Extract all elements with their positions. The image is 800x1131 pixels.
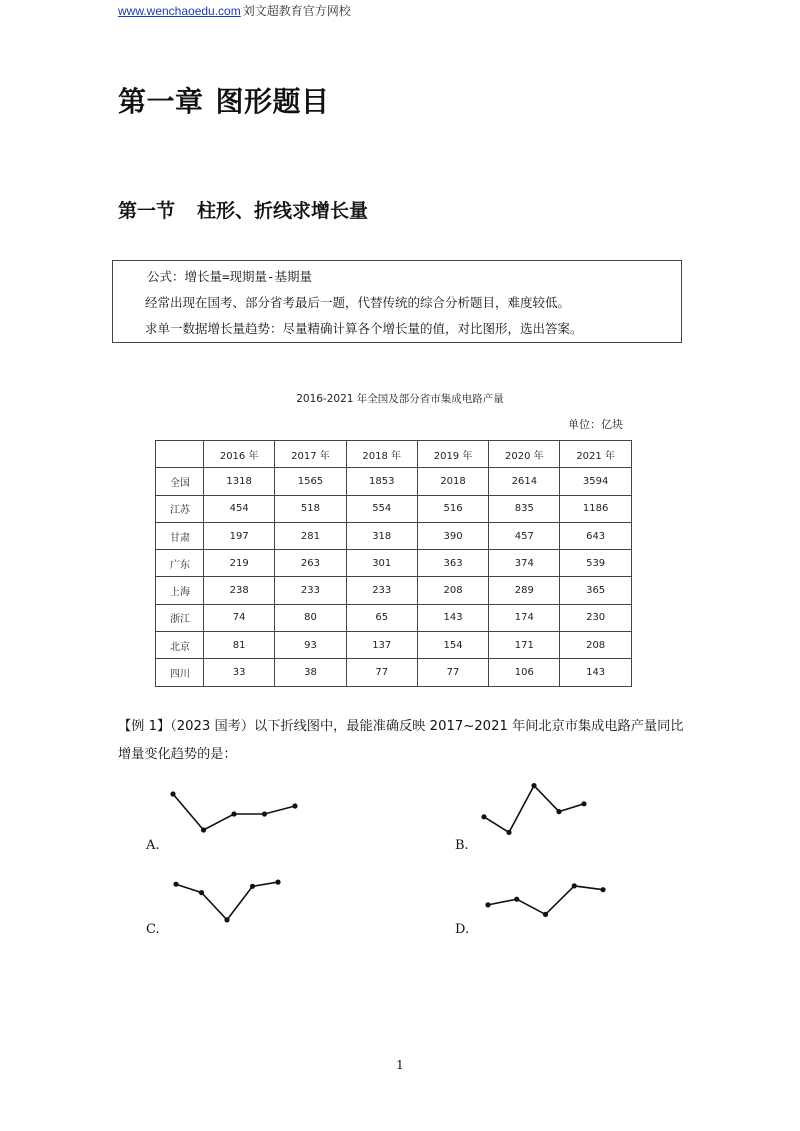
option-data-point [531,783,536,788]
option-data-point [543,912,548,917]
row-label: 四川 [156,659,204,686]
table-cell: 301 [346,550,417,577]
table-cell: 93 [275,632,346,659]
column-header: 2019 年 [417,441,488,468]
row-label: 甘肃 [156,522,204,549]
table-row [156,468,632,495]
table-cell: 208 [560,632,631,659]
table-cell: 518 [275,495,346,522]
table-cell: 143 [417,604,488,631]
option-data-point [173,882,178,887]
row-label: 广东 [156,550,204,577]
table-cell: 208 [417,577,488,604]
option-b-label[interactable]: B. [455,838,469,853]
table-cell: 3594 [560,468,631,495]
option-data-point [600,887,605,892]
option-d-line-chart[interactable] [485,881,606,925]
option-data-point [506,830,511,835]
table-cell: 1186 [560,495,631,522]
table-cell: 539 [560,550,631,577]
table-row [156,632,632,659]
option-data-point [199,890,204,895]
table-cell: 643 [560,522,631,549]
table-cell: 554 [346,495,417,522]
table-cell: 363 [417,550,488,577]
table-row [156,495,632,522]
production-table [155,440,632,687]
table-header-row [156,441,632,468]
table-title: 2016-2021 年全国及部分省市集成电路产量 [296,393,504,405]
column-header: 2016 年 [204,441,275,468]
option-data-point [581,801,586,806]
option-c-label[interactable]: C. [146,922,160,937]
table-cell: 81 [204,632,275,659]
table-cell: 74 [204,604,275,631]
table-cell: 263 [275,550,346,577]
option-data-point [275,880,280,885]
option-data-point [556,809,561,814]
table-cell: 154 [417,632,488,659]
table-cell: 233 [275,577,346,604]
option-data-point [170,791,175,796]
option-b-line-chart[interactable] [481,780,587,838]
formula-box [112,260,682,343]
option-a-line-chart[interactable] [170,789,298,835]
option-data-point [224,917,229,922]
table-cell: 143 [560,659,631,686]
table-cell: 38 [275,659,346,686]
example-question: 【例 1】（2023 国考）以下折线图中，最能准确反映 2017~2021 年间北京市集成电路产量同比增量变化趋势的是： [118,719,684,762]
website-link[interactable]: www.wenchaoedu.com [118,4,241,18]
column-header: 2018 年 [346,441,417,468]
option-data-point [250,884,255,889]
table-cell: 2018 [417,468,488,495]
table-cell: 174 [489,604,560,631]
table-unit: 单位：亿块 [568,418,623,431]
column-header: 2017 年 [275,441,346,468]
row-label: 全国 [156,468,204,495]
column-header: 2020 年 [489,441,560,468]
table-cell: 1853 [346,468,417,495]
page-header [118,2,351,19]
table-cell: 457 [489,522,560,549]
chapter-title: 图形题目 [215,85,330,118]
table-row [156,522,632,549]
row-label: 北京 [156,632,204,659]
option-trend-line [488,886,603,915]
option-a-label[interactable]: A. [146,838,160,853]
option-data-point [231,811,236,816]
formula-line: 公式：增长量=现期量-基期量 [147,269,313,284]
chapter-number: 第一章 [118,85,204,118]
chapter-heading [118,80,330,120]
table-cell: 230 [560,604,631,631]
table-cell: 171 [489,632,560,659]
table-row [156,604,632,631]
option-c-line-chart[interactable] [173,877,281,925]
table-cell: 374 [489,550,560,577]
table-cell: 516 [417,495,488,522]
table-cell: 1565 [275,468,346,495]
table-row [156,659,632,686]
option-d-label[interactable]: D. [455,922,470,937]
table-cell: 390 [417,522,488,549]
option-trend-line [176,882,278,920]
row-label: 浙江 [156,604,204,631]
table-cell: 197 [204,522,275,549]
table-cell: 33 [204,659,275,686]
table-cell: 1318 [204,468,275,495]
table-cell: 365 [560,577,631,604]
option-data-point [201,827,206,832]
header-brand: 刘文超教育官方网校 [242,4,351,18]
section-heading [118,196,368,223]
table-cell: 137 [346,632,417,659]
table-cell: 106 [489,659,560,686]
table-cell: 289 [489,577,560,604]
tip-line: 求单一数据增长量趋势：尽量精确计算各个增长量的值，对比图形，选出答案。 [145,321,583,336]
table-cell: 238 [204,577,275,604]
option-trend-line [484,786,584,833]
table-row [156,550,632,577]
table-cell: 2614 [489,468,560,495]
column-header: 2021 年 [560,441,631,468]
section-number: 第一节 [118,200,176,222]
table-cell: 318 [346,522,417,549]
table-cell: 77 [346,659,417,686]
table-cell: 77 [417,659,488,686]
page-number: 1 [396,1058,404,1072]
table-cell: 65 [346,604,417,631]
option-data-point [514,897,519,902]
option-data-point [572,883,577,888]
table-cell: 233 [346,577,417,604]
option-data-point [292,803,297,808]
table-cell: 454 [204,495,275,522]
column-header [156,441,204,468]
section-title: 柱形、折线求增长量 [197,200,369,222]
row-label: 江苏 [156,495,204,522]
table-cell: 219 [204,550,275,577]
table-cell: 835 [489,495,560,522]
tip-line: 经常出现在国考、部分省考最后一题，代替传统的综合分析题目，难度较低。 [145,295,571,310]
table-cell: 80 [275,604,346,631]
option-data-point [481,814,486,819]
option-data-point [262,811,267,816]
table-row [156,577,632,604]
table-cell: 281 [275,522,346,549]
option-data-point [485,902,490,907]
row-label: 上海 [156,577,204,604]
